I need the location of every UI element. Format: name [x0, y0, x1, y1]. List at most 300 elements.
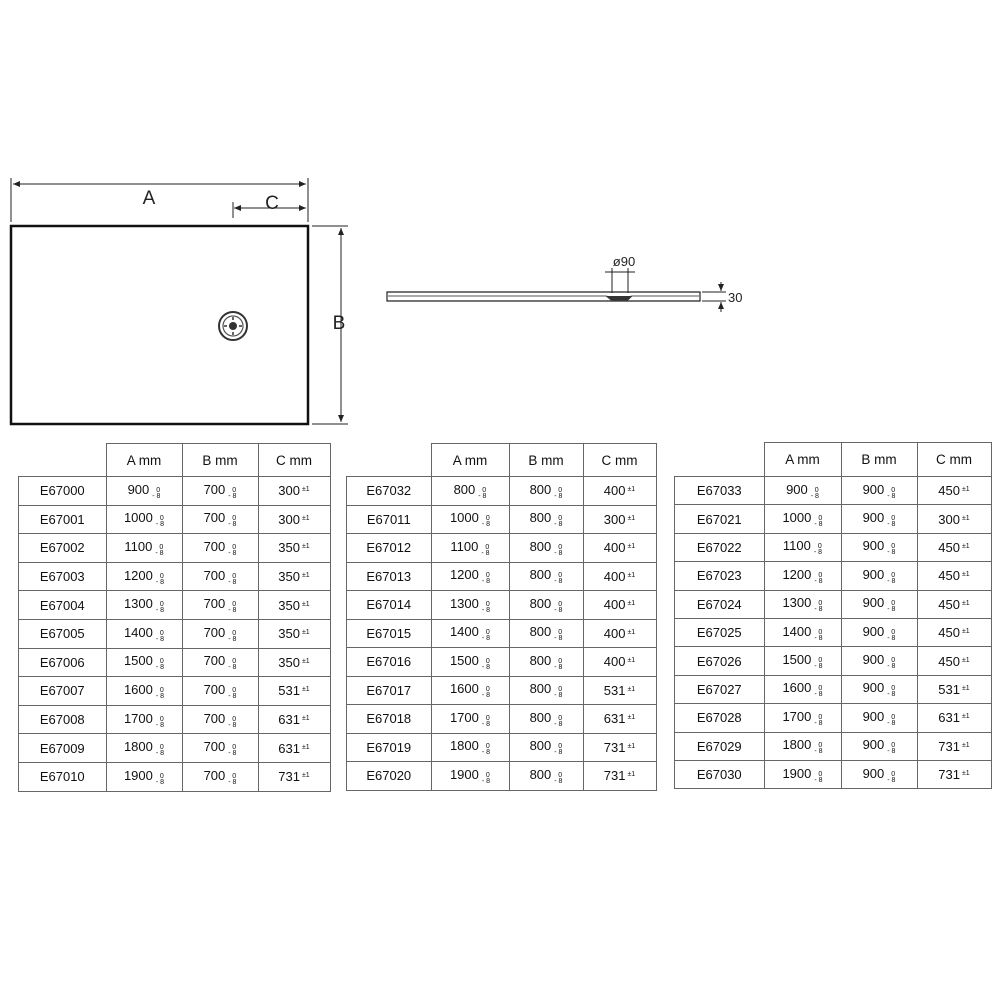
b-tolerance: [554, 488, 562, 500]
a-tolerance: [482, 659, 490, 671]
b-value: 700: [203, 538, 226, 554]
table-row: [675, 505, 992, 533]
b-value: 900: [862, 623, 885, 639]
dimension-b-value: [509, 562, 583, 591]
tol-bottom: - 8: [554, 578, 563, 586]
a-value: 900: [786, 481, 808, 497]
product-code: E67001: [19, 505, 107, 534]
table-row: [19, 591, 331, 620]
table-row: [675, 704, 992, 732]
a-value: 1500: [782, 652, 812, 668]
a-value: 1400: [449, 624, 479, 640]
tol-bottom: - 8: [887, 691, 896, 699]
c-tolerance: ±1: [301, 629, 310, 637]
a-value: 1500: [123, 653, 153, 669]
a-value: 1000: [782, 510, 812, 526]
dimension-c-value: [583, 619, 656, 648]
b-value: 800: [529, 567, 552, 583]
b-tolerance: [228, 659, 236, 671]
c-tolerance: ±1: [961, 486, 970, 494]
table-row: [347, 648, 657, 677]
a-tolerance: [814, 516, 822, 528]
c-value: 450: [938, 483, 960, 499]
c-tolerance: ±1: [301, 686, 310, 694]
dimension-b-label: B: [332, 313, 346, 334]
c-value: 631: [938, 710, 960, 726]
tol-bottom: - 8: [887, 492, 896, 500]
tol-bottom: - 8: [887, 776, 896, 784]
c-value: 531: [603, 682, 626, 698]
dimension-a-value: [764, 562, 841, 590]
tol-bottom: - 8: [228, 521, 237, 529]
c-tolerance: ±1: [301, 715, 310, 723]
dimension-b-value: [509, 733, 583, 762]
a-tolerance: [156, 688, 164, 700]
tol-bottom: - 8: [554, 777, 563, 785]
table-row: [675, 618, 992, 646]
tol-bottom: - 8: [554, 492, 563, 500]
product-code: E67013: [347, 562, 432, 591]
dimension-a-value: [764, 732, 841, 760]
b-tolerance: [887, 772, 895, 784]
a-tolerance: [482, 573, 490, 585]
b-tolerance: [228, 631, 236, 643]
dimension-c-value: [258, 677, 330, 706]
dimension-b-value: [841, 675, 917, 703]
b-tolerance: [228, 574, 236, 586]
dimension-b-value: [841, 477, 917, 505]
dimension-c-value: [583, 534, 656, 563]
tol-top: 0: [818, 770, 823, 778]
c-tolerance: ±1: [627, 685, 636, 693]
a-tolerance: [811, 488, 819, 500]
c-value: 731: [938, 767, 960, 783]
tol-bottom: - 8: [554, 663, 563, 671]
b-value: 900: [862, 708, 885, 724]
b-value: 700: [203, 624, 226, 640]
tol-bottom: - 8: [228, 549, 237, 557]
product-code: E67002: [19, 534, 107, 563]
tol-bottom: - 8: [813, 549, 823, 557]
c-tolerance: ±1: [627, 771, 636, 779]
product-code: E67007: [19, 677, 107, 706]
tol-top: 0: [818, 657, 823, 665]
tol-bottom: - 8: [155, 549, 164, 557]
column-header: A mm: [764, 443, 841, 477]
a-value: 1800: [782, 737, 812, 753]
product-code: E67014: [347, 591, 432, 620]
tol-top: 0: [891, 628, 896, 636]
a-tolerance: [156, 516, 164, 528]
tol-bottom: - 8: [481, 635, 491, 643]
tol-top: 0: [159, 543, 164, 551]
product-code: E67020: [347, 762, 432, 791]
a-value: 1100: [124, 538, 153, 554]
a-tolerance: [478, 488, 486, 500]
dimension-a-value: [431, 705, 509, 734]
dimension-b-value: [182, 562, 258, 591]
c-value: 300: [938, 511, 960, 527]
tol-bottom: - 8: [481, 578, 491, 586]
product-code: E67027: [675, 675, 765, 703]
dimension-a-value: [106, 762, 182, 791]
tol-top: 0: [891, 600, 896, 608]
a-tolerance: [482, 602, 490, 614]
a-tolerance: [156, 602, 164, 614]
dimension-c-value: [917, 562, 991, 590]
c-tolerance: ±1: [627, 571, 636, 579]
tol-top: 0: [159, 715, 164, 723]
b-value: 700: [203, 767, 226, 783]
b-value: 800: [529, 481, 552, 497]
dimension-b-value: [182, 762, 258, 791]
b-value: 900: [862, 566, 885, 582]
a-tolerance: [155, 545, 163, 557]
product-code: E67021: [675, 505, 765, 533]
dimension-a-value: [106, 648, 182, 677]
b-tolerance: [228, 717, 236, 729]
header-blank: [347, 444, 432, 477]
dimension-b-value: [841, 647, 917, 675]
a-value: 1200: [782, 566, 812, 582]
tol-top: 0: [159, 772, 164, 780]
product-code: E67015: [347, 619, 432, 648]
c-tolerance: ±1: [627, 714, 636, 722]
a-tolerance: [482, 516, 490, 528]
c-tolerance: ±1: [961, 571, 970, 579]
a-tolerance: [156, 774, 164, 786]
a-value: 1400: [782, 623, 812, 639]
tol-bottom: - 8: [887, 634, 896, 642]
tol-top: 0: [558, 486, 563, 494]
tol-bottom: - 8: [814, 663, 823, 671]
tol-bottom: - 8: [814, 521, 823, 529]
product-code: E67008: [19, 705, 107, 734]
c-tolerance: ±1: [961, 770, 970, 778]
b-value: 800: [529, 681, 552, 697]
tol-bottom: - 8: [155, 521, 165, 529]
c-tolerance: ±1: [627, 514, 636, 522]
drain-icon: [219, 312, 247, 340]
product-code: E67026: [675, 647, 765, 675]
tol-top: 0: [232, 772, 237, 780]
b-value: 700: [203, 710, 226, 726]
b-tolerance: [554, 659, 562, 671]
table-row: [19, 705, 331, 734]
c-value: 731: [938, 738, 960, 754]
c-value: 300: [603, 511, 626, 527]
b-value: 900: [862, 680, 885, 696]
tol-top: 0: [485, 543, 490, 551]
dimension-a-value: [764, 647, 841, 675]
b-tolerance: [228, 488, 236, 500]
tol-bottom: - 8: [155, 778, 165, 786]
tol-bottom: - 8: [887, 748, 896, 756]
tol-top: 0: [891, 713, 896, 721]
b-tolerance: [228, 774, 236, 786]
dimension-b-value: [509, 619, 583, 648]
dimension-a-value: [106, 562, 182, 591]
c-tolerance: ±1: [961, 599, 970, 607]
product-code: E67023: [675, 562, 765, 590]
c-tolerance: ±1: [301, 572, 310, 580]
c-value: 350: [278, 654, 300, 670]
table-row: [19, 534, 331, 563]
product-code: E67004: [19, 591, 107, 620]
dimension-c-value: [917, 590, 991, 618]
tol-bottom: - 8: [228, 635, 237, 643]
a-tolerance: [156, 659, 164, 671]
b-tolerance: [554, 630, 562, 642]
product-code: E67019: [347, 733, 432, 762]
dimension-b-value: [841, 732, 917, 760]
product-code: E67000: [19, 477, 107, 506]
dimension-a-value: [431, 534, 509, 563]
b-value: 900: [862, 510, 885, 526]
a-tolerance: [156, 717, 164, 729]
a-value: 1300: [449, 595, 479, 611]
table-row: [347, 534, 657, 563]
tol-top: 0: [159, 629, 164, 637]
drain-diameter-label: ø90: [612, 254, 636, 269]
dimension-b-value: [182, 505, 258, 534]
a-tolerance: [482, 716, 490, 728]
tol-bottom: - 8: [228, 664, 237, 672]
tol-bottom: - 8: [481, 749, 491, 757]
product-code: E67029: [675, 732, 765, 760]
product-code: E67016: [347, 648, 432, 677]
column-header: C mm: [258, 444, 330, 477]
dimension-a-value: [764, 505, 841, 533]
spec-table-800: [346, 443, 657, 791]
dimension-a-value: [106, 619, 182, 648]
b-value: 700: [203, 481, 226, 497]
table-row: [347, 477, 657, 506]
tol-top: 0: [558, 629, 563, 637]
product-code: E67032: [347, 477, 432, 506]
a-value: 1600: [449, 681, 479, 697]
c-tolerance: ±1: [961, 684, 970, 692]
dimension-a-value: [106, 477, 182, 506]
a-value: 1700: [123, 710, 153, 726]
tol-bottom: - 8: [554, 521, 563, 529]
dimension-a-value: [431, 733, 509, 762]
c-value: 731: [603, 768, 626, 784]
dimension-c-value: [258, 505, 330, 534]
a-tolerance: [156, 574, 164, 586]
a-tolerance: [814, 573, 822, 585]
c-value: 350: [278, 626, 300, 642]
dimension-a-value: [106, 505, 182, 534]
c-value: 350: [278, 540, 300, 556]
tol-bottom: - 8: [481, 521, 491, 529]
tol-top: 0: [232, 744, 237, 752]
b-value: 800: [529, 709, 552, 725]
spec-table-700: [18, 443, 331, 792]
dimension-c-value: [583, 591, 656, 620]
tol-top: 0: [558, 686, 563, 694]
product-code: E67025: [675, 618, 765, 646]
table-row: [675, 562, 992, 590]
b-tolerance: [887, 715, 895, 727]
tol-top: 0: [891, 515, 896, 523]
tol-top: 0: [891, 742, 896, 750]
table-row: [675, 533, 992, 561]
c-value: 450: [938, 568, 960, 584]
table-row: [675, 477, 992, 505]
column-header: B mm: [509, 444, 583, 477]
a-value: 1200: [449, 567, 479, 583]
column-header: A mm: [106, 444, 182, 477]
tol-top: 0: [558, 543, 563, 551]
a-value: 1600: [782, 680, 812, 696]
tol-top: 0: [818, 713, 823, 721]
b-tolerance: [887, 544, 895, 556]
tol-bottom: - 8: [810, 492, 819, 500]
dimension-c-label: C: [265, 193, 279, 214]
tol-bottom: - 8: [155, 692, 165, 700]
tol-top: 0: [232, 715, 237, 723]
c-value: 400: [603, 483, 626, 499]
c-value: 400: [603, 540, 626, 556]
dimension-b-value: [509, 705, 583, 734]
dimension-a-value: [431, 591, 509, 620]
c-value: 450: [938, 653, 960, 669]
a-value: 1100: [782, 538, 811, 554]
b-value: 900: [862, 652, 885, 668]
product-code: E67017: [347, 676, 432, 705]
c-tolerance: ±1: [627, 742, 636, 750]
tol-top: 0: [232, 543, 237, 551]
column-header: A mm: [431, 444, 509, 477]
dimension-c-value: [583, 648, 656, 677]
c-tolerance: ±1: [301, 543, 310, 551]
dimension-a-value: [764, 675, 841, 703]
a-tolerance: [814, 544, 822, 556]
a-tolerance: [814, 715, 822, 727]
a-tolerance: [482, 773, 490, 785]
tol-top: 0: [558, 657, 563, 665]
c-tolerance: ±1: [627, 486, 636, 494]
a-tolerance: [814, 686, 822, 698]
tol-top: 0: [891, 657, 896, 665]
tol-bottom: - 8: [554, 720, 563, 728]
dimension-b-value: [841, 618, 917, 646]
table-header-row: [19, 444, 331, 477]
dimension-b-value: [841, 760, 917, 788]
tol-top: 0: [818, 600, 823, 608]
c-value: 631: [278, 712, 300, 728]
header-blank: [19, 444, 107, 477]
c-value: 531: [938, 681, 960, 697]
dimension-c-value: [258, 762, 330, 791]
tray-top-view: [11, 226, 308, 424]
table-row: [347, 676, 657, 705]
tol-bottom: - 8: [481, 777, 491, 785]
product-code: E67033: [675, 477, 765, 505]
dimension-a-value: [764, 590, 841, 618]
c-tolerance: ±1: [627, 657, 636, 665]
c-tolerance: ±1: [627, 600, 636, 608]
dimension-b-value: [182, 705, 258, 734]
a-tolerance: [482, 687, 490, 699]
tol-bottom: - 8: [228, 721, 237, 729]
table-row: [675, 647, 992, 675]
b-tolerance: [228, 688, 236, 700]
dimension-a-value: [106, 534, 182, 563]
a-tolerance: [814, 630, 822, 642]
dimension-c-value: [583, 733, 656, 762]
table-row: [675, 760, 992, 788]
tol-top: 0: [485, 743, 490, 751]
tol-top: 0: [891, 543, 896, 551]
a-tolerance: [814, 601, 822, 613]
table-row: [19, 562, 331, 591]
product-code: E67022: [675, 533, 765, 561]
b-value: 800: [529, 738, 552, 754]
tol-bottom: - 8: [481, 720, 491, 728]
c-value: 400: [603, 654, 626, 670]
tol-top: 0: [818, 515, 823, 523]
tol-bottom: - 8: [481, 692, 491, 700]
c-value: 531: [278, 683, 300, 699]
dimension-c-value: [258, 648, 330, 677]
dimension-b-value: [182, 477, 258, 506]
a-value: 1300: [782, 595, 812, 611]
tol-top: 0: [156, 486, 161, 494]
dimension-c-value: [917, 618, 991, 646]
tol-bottom: - 8: [814, 776, 823, 784]
dimension-a-value: [431, 477, 509, 506]
tol-bottom: - 8: [814, 748, 823, 756]
c-tolerance: ±1: [301, 486, 310, 494]
a-value: 1100: [450, 538, 479, 554]
a-tolerance: [156, 745, 164, 757]
c-value: 731: [603, 739, 626, 755]
tol-top: 0: [558, 771, 563, 779]
table-row: [347, 591, 657, 620]
dimension-c-value: [258, 619, 330, 648]
c-tolerance: ±1: [301, 514, 310, 522]
table-row: [675, 675, 992, 703]
tol-bottom: - 8: [814, 577, 823, 585]
table-row: [19, 734, 331, 763]
a-value: 1900: [123, 767, 153, 783]
c-value: 400: [603, 597, 626, 613]
c-value: 350: [278, 597, 300, 613]
dimension-a-value: [764, 533, 841, 561]
tol-bottom: - 8: [228, 778, 237, 786]
b-value: 800: [529, 510, 552, 526]
dimension-b-value: [509, 505, 583, 534]
dimension-b-value: [509, 591, 583, 620]
spec-table-900: [674, 442, 992, 789]
tol-bottom: - 8: [554, 692, 563, 700]
tol-bottom: - 8: [481, 663, 491, 671]
dimension-a-value: [106, 677, 182, 706]
b-value: 800: [529, 652, 552, 668]
tol-bottom: - 8: [155, 664, 165, 672]
tol-bottom: - 8: [554, 749, 563, 757]
tol-bottom: - 8: [228, 607, 237, 615]
dimension-c-value: [583, 562, 656, 591]
tol-bottom: - 8: [887, 521, 896, 529]
table-row: [19, 619, 331, 648]
tol-top: 0: [891, 571, 896, 579]
c-tolerance: ±1: [961, 542, 970, 550]
dimension-b-value: [509, 762, 583, 791]
column-header: B mm: [841, 443, 917, 477]
